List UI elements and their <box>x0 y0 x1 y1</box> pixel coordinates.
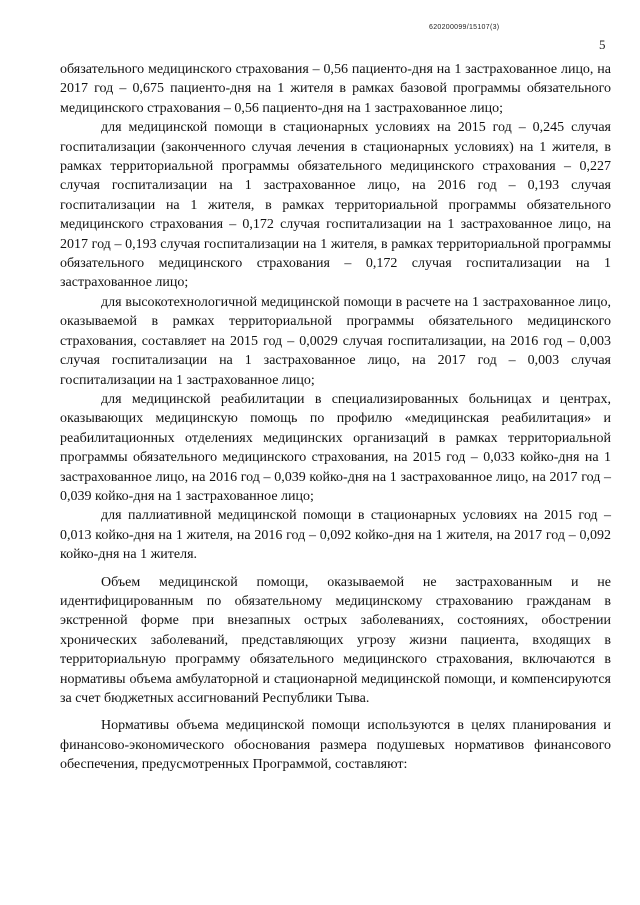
body-text <box>60 60 611 775</box>
paragraph-continuation: обязательного медицинского страхования – 0,56 пациенто-дня на 1 застрахованное лицо, на 2017 год – 0,675 пациенто-дня на 1 жителя в рамках базовой программы обязательного медицинского страхования – 0,56 пациенто-дня на 1 застрахованное лицо; <box>60 62 611 116</box>
paragraph-volume-standards: Нормативы объема медицинской помощи используются в целях планирования и финансово-экономического обоснования размера подушевых нормативов финансового обеспечения, предусмотренных Программой, составляют: <box>60 718 611 773</box>
paragraph-palliative-care: для паллиативной медицинской помощи в стационарных условиях на 2015 год – 0,013 койко-дня на 1 жителя, на 2016 год – 0,092 койко-дня на 1 жителя, на 2017 год – 0,092 койко-дня на 1 жителя. <box>60 508 611 563</box>
paragraph-uninsured-volume: Объем медицинской помощи, оказываемой не застрахованным и не идентифицированным по обязательному медицинскому страхованию гражданам в экстренной форме при внезапных острых заболеваниях, состояниях, обострении хронических заболеваний, представляющих угрозу жизни пациента, входящих в территориальную программу обязательного медицинского страхования, включаются в нормативы объема амбулаторной и стационарной медицинской помощи, и компенсируются за счет бюджетных ассигнований Республики Тыва. <box>60 574 611 706</box>
paragraph-high-tech-care: для высокотехнологичной медицинской помощи в расчете на 1 застрахованное лицо, оказываемой в рамках территориальной программы обязательного медицинского страхования, составляет на 2015 год – 0,0029 случая госпитализации, на 2016 год – 0,003 случая госпитализации на 1 застрахованное лицо, на 2017 год – 0,003 случая госпитализации на 1 застрахованное лицо; <box>60 294 611 388</box>
document-code: 620200099/15107(3) <box>429 24 500 31</box>
paragraph-inpatient-care: для медицинской помощи в стационарных условиях на 2015 год – 0,245 случая госпитализации (законченного случая лечения в стационарных условиях) на 1 жителя, в рамках территориальной программы обязательного медицинского страхования – 0,227 случая госпитализации на 1 застрахованное лицо, на 2016 год – 0,193 случая госпитализации на 1 жителя, в рамках территориальной программы обязательного медицинского страхования – 0,172 случая госпитализации на 1 застрахованное лицо, на 2017 год – 0,193 случая госпитализации на 1 жителя, в рамках территориальной программы обязательного медицинского страхования – 0,172 случая госпитализации на 1 застрахованное лицо; <box>60 120 611 291</box>
paragraph-rehabilitation: для медицинской реабилитации в специализированных больницах и центрах, оказывающих медицинскую помощь по профилю «медицинская реабилитация» и реабилитационных отделениях медицинских организаций в рамках территориальной программы обязательного медицинского страхования, на 2015 год – 0,033 койко-дня на 1 застрахованное лицо, на 2016 год – 0,039 койко-дня на 1 застрахованное лицо, на 2017 год – 0,039 койко-дня на 1 застрахованное лицо; <box>60 391 611 504</box>
page-number: 5 <box>599 37 606 52</box>
